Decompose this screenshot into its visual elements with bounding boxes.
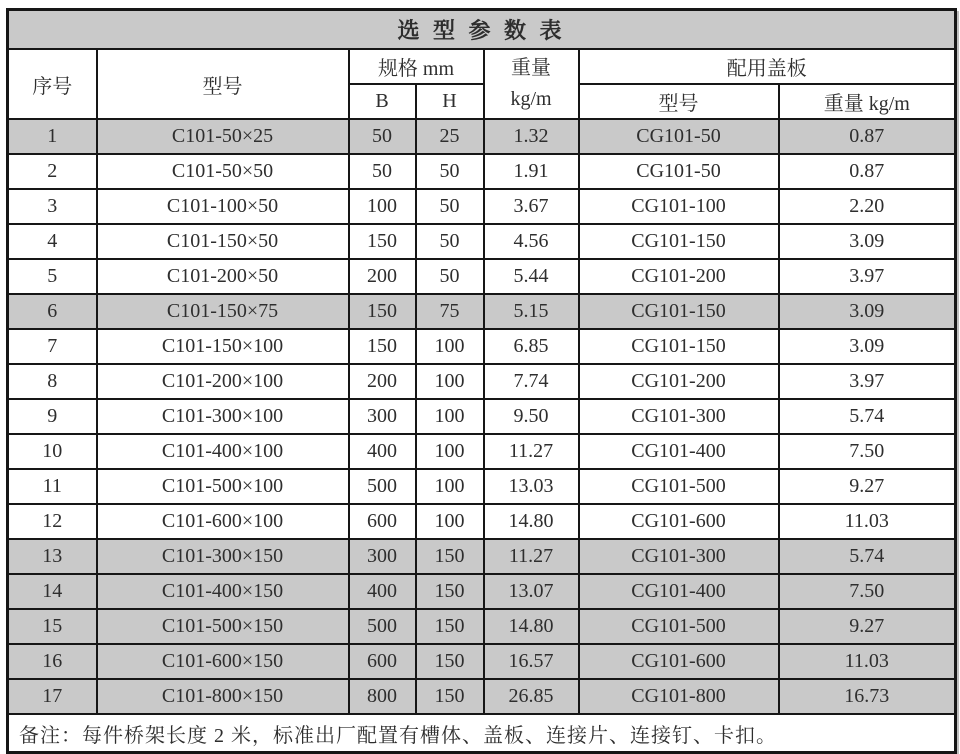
cover-weight-cell: 2.20 — [779, 189, 956, 224]
col-header-serial: 序号 — [8, 49, 97, 119]
model-cell: C101-400×150 — [97, 574, 349, 609]
cover-model-cell: CG101-150 — [579, 224, 779, 259]
col-header-spec-h: H — [416, 84, 484, 119]
table-row — [8, 189, 956, 224]
spec-h-cell: 100 — [416, 504, 484, 539]
serial-cell: 6 — [8, 294, 97, 329]
cover-model-cell: CG101-600 — [579, 644, 779, 679]
cover-weight-cell: 11.03 — [779, 504, 956, 539]
table-row — [8, 399, 956, 434]
cover-weight-cell: 3.09 — [779, 294, 956, 329]
spec-b-cell: 800 — [349, 679, 416, 714]
col-header-weight-unit: kg/m — [510, 88, 552, 110]
serial-cell: 8 — [8, 364, 97, 399]
model-cell: C101-400×100 — [97, 434, 349, 469]
weight-cell: 13.07 — [484, 574, 579, 609]
table-row — [8, 224, 956, 259]
cover-model-cell: CG101-50 — [579, 119, 779, 154]
col-header-model: 型号 — [97, 49, 349, 119]
model-cell: C101-300×150 — [97, 539, 349, 574]
table-row — [8, 294, 956, 329]
cover-model-cell: CG101-200 — [579, 364, 779, 399]
cover-weight-cell: 16.73 — [779, 679, 956, 714]
cover-model-cell: CG101-600 — [579, 504, 779, 539]
weight-cell: 14.80 — [484, 609, 579, 644]
cover-model-cell: CG101-150 — [579, 294, 779, 329]
table-row — [8, 364, 956, 399]
serial-cell: 4 — [8, 224, 97, 259]
cover-model-cell: CG101-500 — [579, 609, 779, 644]
spec-b-cell: 400 — [349, 574, 416, 609]
table-row — [8, 504, 956, 539]
serial-cell: 13 — [8, 539, 97, 574]
table-title: 选 型 参 数 表 — [8, 10, 956, 50]
cover-weight-cell: 9.27 — [779, 469, 956, 504]
spec-h-cell: 150 — [416, 644, 484, 679]
spec-b-cell: 200 — [349, 259, 416, 294]
spec-h-cell: 50 — [416, 224, 484, 259]
table-row — [8, 609, 956, 644]
spec-h-cell: 100 — [416, 469, 484, 504]
spec-b-cell: 600 — [349, 644, 416, 679]
table-row — [8, 539, 956, 574]
serial-cell: 9 — [8, 399, 97, 434]
model-cell: C101-150×50 — [97, 224, 349, 259]
table-row — [8, 434, 956, 469]
cover-weight-cell: 7.50 — [779, 434, 956, 469]
table-row — [8, 679, 956, 714]
weight-cell: 11.27 — [484, 539, 579, 574]
cover-weight-cell: 3.97 — [779, 364, 956, 399]
model-cell: C101-600×100 — [97, 504, 349, 539]
cover-weight-cell: 7.50 — [779, 574, 956, 609]
spec-b-cell: 500 — [349, 609, 416, 644]
cover-model-cell: CG101-300 — [579, 399, 779, 434]
spec-h-cell: 150 — [416, 539, 484, 574]
spec-b-cell: 150 — [349, 329, 416, 364]
model-cell: C101-200×100 — [97, 364, 349, 399]
weight-cell: 4.56 — [484, 224, 579, 259]
spec-h-cell: 100 — [416, 434, 484, 469]
cover-model-cell: CG101-400 — [579, 434, 779, 469]
model-cell: C101-50×50 — [97, 154, 349, 189]
weight-cell: 5.44 — [484, 259, 579, 294]
serial-cell: 10 — [8, 434, 97, 469]
col-header-weight — [484, 49, 579, 119]
cover-model-cell: CG101-200 — [579, 259, 779, 294]
table-row — [8, 469, 956, 504]
header-row-1 — [8, 49, 956, 84]
weight-cell: 1.91 — [484, 154, 579, 189]
spec-h-cell: 50 — [416, 189, 484, 224]
serial-cell: 11 — [8, 469, 97, 504]
serial-cell: 3 — [8, 189, 97, 224]
serial-cell: 15 — [8, 609, 97, 644]
spec-b-cell: 300 — [349, 399, 416, 434]
cover-weight-cell: 0.87 — [779, 119, 956, 154]
spec-b-cell: 200 — [349, 364, 416, 399]
serial-cell: 7 — [8, 329, 97, 364]
weight-cell: 14.80 — [484, 504, 579, 539]
title-row — [8, 10, 956, 50]
model-cell: C101-100×50 — [97, 189, 349, 224]
serial-cell: 2 — [8, 154, 97, 189]
note-row — [8, 714, 956, 753]
spec-h-cell: 25 — [416, 119, 484, 154]
spec-b-cell: 500 — [349, 469, 416, 504]
spec-b-cell: 600 — [349, 504, 416, 539]
model-cell: C101-50×25 — [97, 119, 349, 154]
serial-cell: 16 — [8, 644, 97, 679]
weight-cell: 7.74 — [484, 364, 579, 399]
weight-cell: 6.85 — [484, 329, 579, 364]
spec-h-cell: 50 — [416, 154, 484, 189]
spec-h-cell: 50 — [416, 259, 484, 294]
cover-model-cell: CG101-150 — [579, 329, 779, 364]
serial-cell: 17 — [8, 679, 97, 714]
spec-h-cell: 100 — [416, 364, 484, 399]
weight-cell: 11.27 — [484, 434, 579, 469]
col-header-spec-b: B — [349, 84, 416, 119]
model-cell: C101-800×150 — [97, 679, 349, 714]
weight-cell: 1.32 — [484, 119, 579, 154]
col-header-cover: 配用盖板 — [579, 49, 956, 84]
model-cell: C101-500×150 — [97, 609, 349, 644]
table-row — [8, 259, 956, 294]
note-text: 备注：每件桥架长度 2 米，标准出厂配置有槽体、盖板、连接片、连接钉、卡扣。 — [8, 714, 956, 753]
cover-weight-cell: 3.09 — [779, 224, 956, 259]
col-header-weight-label: 重量 — [511, 57, 551, 79]
weight-cell: 3.67 — [484, 189, 579, 224]
table-row — [8, 119, 956, 154]
cover-model-cell: CG101-300 — [579, 539, 779, 574]
spec-b-cell: 300 — [349, 539, 416, 574]
table-row — [8, 154, 956, 189]
spec-h-cell: 100 — [416, 399, 484, 434]
table-body — [8, 119, 956, 714]
col-header-spec: 规格 mm — [349, 49, 484, 84]
spec-b-cell: 150 — [349, 224, 416, 259]
table-row — [8, 329, 956, 364]
selection-parameter-table — [6, 8, 957, 754]
serial-cell: 1 — [8, 119, 97, 154]
spec-h-cell: 100 — [416, 329, 484, 364]
spec-h-cell: 150 — [416, 679, 484, 714]
model-cell: C101-500×100 — [97, 469, 349, 504]
cover-model-cell: CG101-500 — [579, 469, 779, 504]
spec-h-cell: 75 — [416, 294, 484, 329]
cover-weight-cell: 5.74 — [779, 399, 956, 434]
cover-weight-cell: 9.27 — [779, 609, 956, 644]
spec-b-cell: 100 — [349, 189, 416, 224]
spec-b-cell: 150 — [349, 294, 416, 329]
model-cell: C101-600×150 — [97, 644, 349, 679]
cover-weight-cell: 11.03 — [779, 644, 956, 679]
cover-weight-cell: 3.97 — [779, 259, 956, 294]
spec-b-cell: 400 — [349, 434, 416, 469]
model-cell: C101-200×50 — [97, 259, 349, 294]
weight-cell: 16.57 — [484, 644, 579, 679]
table-row — [8, 574, 956, 609]
spec-b-cell: 50 — [349, 154, 416, 189]
weight-cell: 5.15 — [484, 294, 579, 329]
cover-weight-cell: 3.09 — [779, 329, 956, 364]
weight-cell: 9.50 — [484, 399, 579, 434]
cover-model-cell: CG101-400 — [579, 574, 779, 609]
cover-model-cell: CG101-800 — [579, 679, 779, 714]
weight-cell: 26.85 — [484, 679, 579, 714]
cover-weight-cell: 0.87 — [779, 154, 956, 189]
serial-cell: 14 — [8, 574, 97, 609]
cover-model-cell: CG101-100 — [579, 189, 779, 224]
cover-model-cell: CG101-50 — [579, 154, 779, 189]
spec-h-cell: 150 — [416, 609, 484, 644]
model-cell: C101-300×100 — [97, 399, 349, 434]
spec-b-cell: 50 — [349, 119, 416, 154]
col-header-cover-model: 型号 — [579, 84, 779, 119]
cover-weight-cell: 5.74 — [779, 539, 956, 574]
table-row — [8, 644, 956, 679]
serial-cell: 5 — [8, 259, 97, 294]
model-cell: C101-150×75 — [97, 294, 349, 329]
col-header-cover-weight: 重量 kg/m — [779, 84, 956, 119]
spec-h-cell: 150 — [416, 574, 484, 609]
weight-cell: 13.03 — [484, 469, 579, 504]
serial-cell: 12 — [8, 504, 97, 539]
model-cell: C101-150×100 — [97, 329, 349, 364]
